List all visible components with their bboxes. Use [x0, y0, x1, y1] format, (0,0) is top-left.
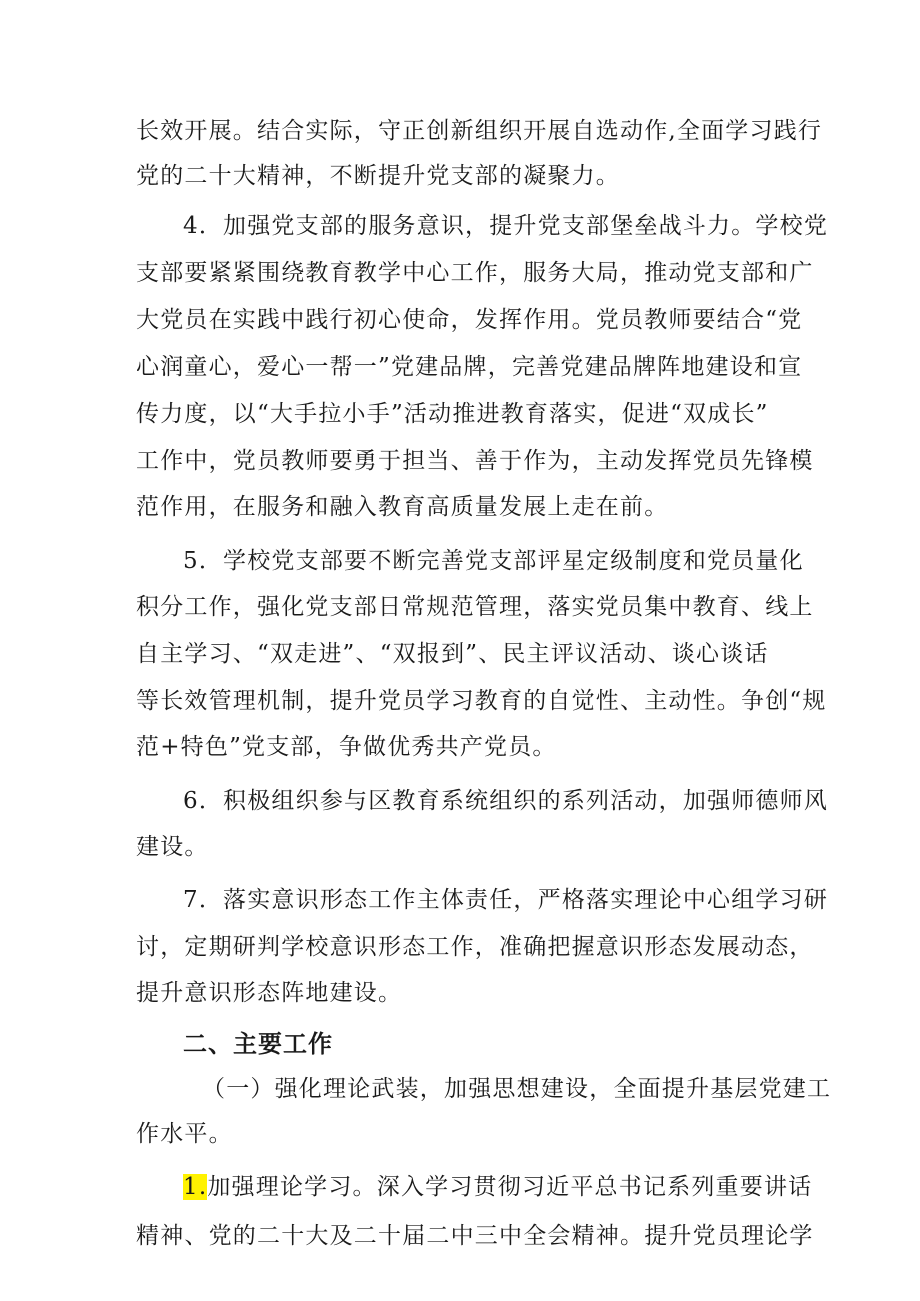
paragraph-line: 传力度，以“大手拉小手”活动推进教育落实，促进“双成长”	[136, 401, 769, 427]
paragraph-line: 建设。	[136, 834, 209, 860]
paragraph-line: 党的二十大精神，不断提升党支部的凝聚力。	[136, 163, 620, 189]
highlighted-number: 1.	[183, 1174, 208, 1200]
subsection-heading: （一）强化理论武装，加强思想建设，全面提升基层党建工	[202, 1076, 832, 1102]
paragraph-line: 范+特色”党支部，争做优秀共产党员。	[136, 734, 557, 760]
paragraph-line: 长效开展。结合实际，守正创新组织开展自选动作,全面学习践行	[136, 118, 823, 144]
paragraph-line: 大党员在实践中践行初心使命，发挥作用。党员教师要结合“党	[136, 307, 803, 333]
paragraph-line: 6．积极组织参与区教育系统组织的系列活动，加强师德师风	[183, 788, 829, 814]
subsection-heading: 作水平。	[136, 1121, 233, 1147]
paragraph-line: 工作中，党员教师要勇于担当、善于作为，主动发挥党员先锋模	[136, 448, 814, 474]
paragraph-line: 5．学校党支部要不断完善党支部评星定级制度和党员量化	[183, 548, 804, 574]
item-text: 加强理论学习。深入学习贯彻习近平总书记系列重要讲话	[207, 1174, 813, 1200]
paragraph-line: 精神、党的二十大及二十届二中三中全会精神。提升党员理论学	[136, 1223, 814, 1249]
paragraph-line: 支部要紧紧围绕教育教学中心工作，服务大局，推动党支部和广	[136, 260, 814, 286]
paragraph-line: 自主学习、“双走进”、“双报到”、民主评议活动、谈心谈话	[136, 641, 769, 667]
item-first-line	[183, 1167, 813, 1207]
paragraph-line: 范作用，在服务和融入教育高质量发展上走在前。	[136, 494, 669, 520]
paragraph-line: 提升意识形态阵地建设。	[136, 980, 403, 1006]
paragraph-line: 积分工作，强化党支部日常规范管理，落实党员集中教育、线上	[136, 594, 814, 620]
section-heading: 二、主要工作	[183, 1030, 333, 1058]
paragraph-line: 7．落实意识形态工作主体责任，严格落实理论中心组学习研	[183, 887, 829, 913]
paragraph-line: 讨，定期研判学校意识形态工作，准确把握意识形态发展动态，	[136, 934, 814, 960]
paragraph-line: 4．加强党支部的服务意识，提升党支部堡垒战斗力。学校党	[183, 213, 829, 239]
paragraph-line: 心润童心，爱心一帮一”党建品牌，完善党建品牌阵地建设和宣	[136, 354, 803, 380]
paragraph-line: 等长效管理机制，提升党员学习教育的自觉性、主动性。争创“规	[136, 688, 827, 714]
